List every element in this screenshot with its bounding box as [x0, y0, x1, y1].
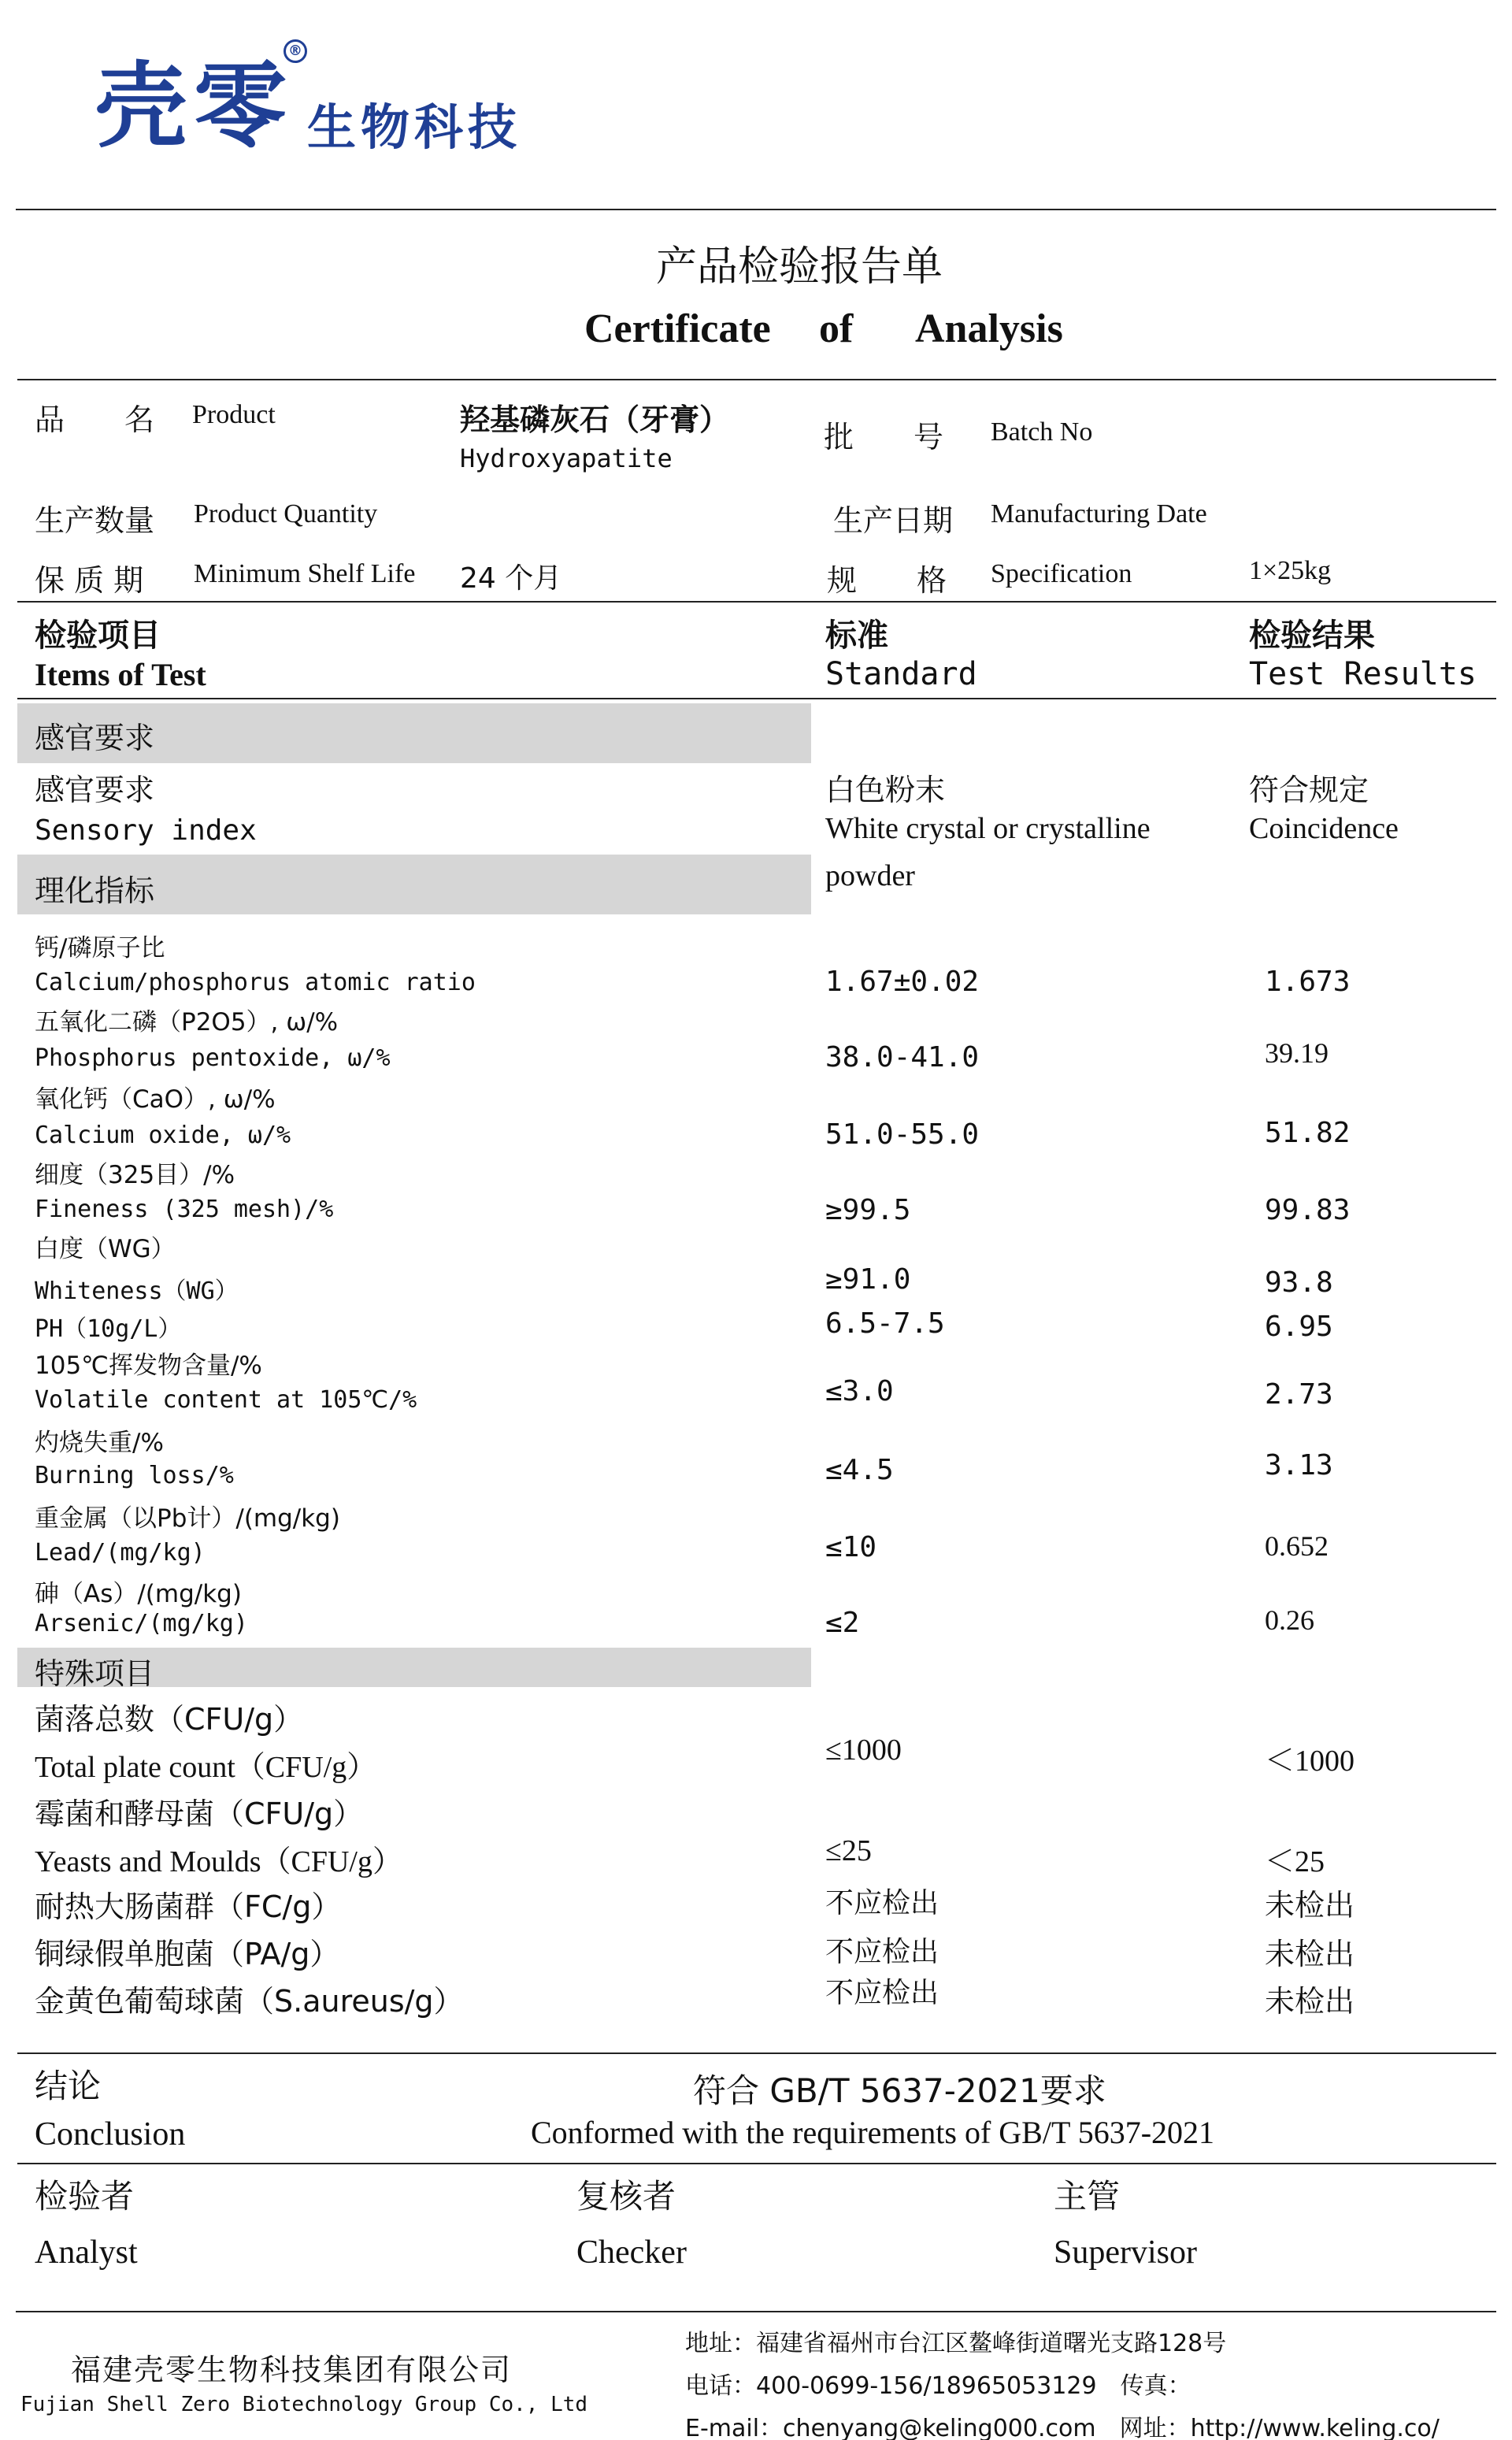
- physchem-row-7-result: 3.13: [1265, 1449, 1333, 1481]
- shelf-label-cn: 保 质 期: [35, 563, 144, 598]
- special-row-1-result: ＜25: [1265, 1845, 1325, 1878]
- col-result-en: Test Results: [1249, 656, 1477, 692]
- physchem-row-8-standard: ≤10: [825, 1531, 877, 1563]
- col-standard-en: Standard: [825, 656, 977, 692]
- special-row-4-result: 未检出: [1265, 1984, 1355, 2019]
- physchem-row-0-result: 1.673: [1265, 966, 1351, 998]
- physchem-row-1-standard: 38.0-41.0: [825, 1041, 980, 1074]
- special-row-0-result: ＜1000: [1265, 1745, 1355, 1778]
- physchem-row-8-name-en: Lead/(mg/kg): [35, 1539, 206, 1567]
- footer-company-en: Fujian Shell Zero Biotechnology Group Co., Ltd: [20, 2393, 588, 2416]
- special-row-0-name-en: Total plate count（CFU/g）: [35, 1751, 377, 1784]
- footer-company-cn: 福建壳零生物科技集团有限公司: [71, 2353, 513, 2387]
- special-row-1-name-cn: 霉菌和酵母菌（CFU/g）: [35, 1797, 364, 1831]
- physchem-row-0-name-en: Calcium/phosphorus atomic ratio: [35, 969, 476, 996]
- physchem-row-9-name-en: Arsenic/(mg/kg): [35, 1610, 248, 1637]
- physchem-row-7-standard: ≤4.5: [825, 1454, 894, 1486]
- footer-top-line: [16, 2311, 1496, 2312]
- conclusion-text-en: Conformed with the requirements of GB/T 5637-2021: [531, 2115, 1215, 2150]
- physchem-row-7-name-cn: 灼烧失重/%: [35, 1429, 164, 1457]
- col-item-en: Items of Test: [35, 657, 206, 692]
- spec-value: 1×25kg: [1249, 556, 1332, 585]
- physchem-row-7-name-en: Burning loss/%: [35, 1462, 234, 1489]
- physchem-row-5-name-en: PH（10g/L）: [35, 1315, 182, 1343]
- sensory-standard-cn: 白色粉末: [825, 773, 946, 807]
- sensory-result-cn: 符合规定: [1249, 773, 1369, 807]
- quantity-label-cn: 生产数量: [35, 503, 155, 538]
- physchem-row-3-name-en: Fineness (325 mesh)/%: [35, 1196, 334, 1223]
- analyst-label-en: Analyst: [35, 2234, 138, 2271]
- section-title-physchem: 理化指标: [35, 873, 155, 908]
- product-label-en: Product: [192, 400, 276, 429]
- physchem-row-9-result: 0.26: [1265, 1604, 1314, 1636]
- signatures-top-line: [17, 2163, 1496, 2164]
- special-row-4-standard: 不应检出: [825, 1977, 939, 2009]
- footer-contact: E-mail：chenyang@keling000.com 网址：http://www.keling.co/: [685, 2415, 1440, 2440]
- conclusion-label-en: Conclusion: [35, 2116, 186, 2153]
- physchem-row-4-name-en: Whiteness（WG）: [35, 1277, 239, 1305]
- physchem-row-6-name-en: Volatile content at 105℃/%: [35, 1386, 417, 1414]
- conclusion-top-line: [17, 2052, 1496, 2054]
- special-row-4-name: 金黄色葡萄球菌（S.aureus/g）: [35, 1984, 464, 2019]
- special-row-3-result: 未检出: [1265, 1937, 1355, 1971]
- physchem-row-8-result: 0.652: [1265, 1530, 1329, 1562]
- checker-label-cn: 复核者: [576, 2177, 676, 2216]
- info-top-line: [17, 379, 1496, 380]
- page-title-en-2: of: [819, 306, 854, 351]
- physchem-row-4-standard: ≥91.0: [825, 1263, 911, 1296]
- special-row-2-name: 耐热大肠菌群（FC/g）: [35, 1889, 342, 1924]
- page-title-en-3: Analysis: [915, 306, 1063, 351]
- physchem-row-5-result: 6.95: [1265, 1311, 1333, 1343]
- physchem-row-1-name-en: Phosphorus pentoxide, ω/%: [35, 1044, 391, 1072]
- physchem-row-6-result: 2.73: [1265, 1378, 1333, 1411]
- col-result-cn: 检验结果: [1249, 617, 1375, 654]
- footer-phone: 电话：400-0699-156/18965053129 传真：: [685, 2372, 1191, 2400]
- checker-label-en: Checker: [576, 2234, 687, 2271]
- physchem-row-6-standard: ≤3.0: [825, 1375, 894, 1407]
- physchem-row-3-standard: ≥99.5: [825, 1194, 911, 1226]
- physchem-row-3-name-cn: 细度（325目）/%: [35, 1161, 235, 1189]
- product-value-cn: 羟基磷灰石（牙膏）: [460, 402, 730, 437]
- product-value-en: Hydroxyapatite: [460, 443, 673, 473]
- physchem-row-4-name-cn: 白度（WG）: [35, 1235, 176, 1263]
- physchem-row-1-name-cn: 五氧化二磷（P2O5）, ω/%: [35, 1008, 339, 1036]
- batch-label-en: Batch No: [991, 417, 1093, 447]
- header-divider: [16, 209, 1496, 210]
- physchem-row-2-result: 51.82: [1265, 1117, 1351, 1149]
- page-title-en-1: Certificate: [584, 306, 771, 351]
- physchem-row-8-name-cn: 重金属（以Pb计）/(mg/kg): [35, 1504, 340, 1533]
- registered-mark-icon: ®: [284, 39, 307, 63]
- mfg-label-en: Manufacturing Date: [991, 499, 1207, 528]
- physchem-row-0-name-cn: 钙/磷原子比: [35, 934, 165, 962]
- footer-address: 地址：福建省福州市台江区鳌峰街道曙光支路128号: [685, 2330, 1227, 2357]
- special-row-3-name: 铜绿假单胞菌（PA/g）: [35, 1937, 340, 1971]
- conclusion-text-cn: 符合 GB/T 5637-2021要求: [693, 2071, 1106, 2110]
- supervisor-label-cn: 主管: [1054, 2177, 1121, 2216]
- spec-label-en: Specification: [991, 559, 1132, 588]
- section-title-special: 特殊项目: [35, 1656, 155, 1691]
- special-row-2-standard: 不应检出: [825, 1887, 939, 1919]
- product-label-cn: 品 名: [35, 402, 155, 437]
- col-standard-cn: 标准: [825, 617, 888, 654]
- analyst-label-cn: 检验者: [35, 2177, 135, 2216]
- sensory-result-en: Coincidence: [1249, 812, 1399, 845]
- spec-label-cn: 规 格: [827, 563, 947, 598]
- physchem-row-3-result: 99.83: [1265, 1194, 1351, 1226]
- special-row-0-name-cn: 菌落总数（CFU/g）: [35, 1702, 304, 1737]
- physchem-row-6-name-cn: 105℃挥发物含量/%: [35, 1352, 262, 1380]
- sensory-standard-en-1: White crystal or crystalline: [825, 812, 1151, 845]
- section-title-sensory: 感官要求: [35, 721, 155, 755]
- physchem-row-2-standard: 51.0-55.0: [825, 1118, 980, 1151]
- special-row-3-standard: 不应检出: [825, 1936, 939, 1968]
- physchem-row-0-standard: 1.67±0.02: [825, 966, 980, 998]
- conclusion-label-cn: 结论: [35, 2067, 102, 2105]
- physchem-row-2-name-cn: 氧化钙（CaO）, ω/%: [35, 1085, 276, 1114]
- shelf-value: 24 个月: [460, 562, 562, 595]
- shelf-label-en: Minimum Shelf Life: [194, 559, 416, 588]
- col-item-cn: 检验项目: [35, 617, 161, 654]
- columns-bottom-line: [17, 698, 1496, 699]
- logo-subtitle: 生物科技: [307, 98, 522, 156]
- special-row-0-standard: ≤1000: [825, 1734, 902, 1767]
- sensory-standard-en-2: powder: [825, 859, 915, 892]
- special-row-2-result: 未检出: [1265, 1888, 1355, 1923]
- physchem-row-1-result: 39.19: [1265, 1037, 1329, 1069]
- physchem-row-9-standard: ≤2: [825, 1607, 860, 1639]
- special-row-1-standard: ≤25: [825, 1834, 872, 1867]
- quantity-label-en: Product Quantity: [194, 499, 378, 528]
- mfg-label-cn: 生产日期: [833, 503, 954, 538]
- logo-brand: 壳零: [94, 52, 294, 161]
- physchem-row-9-name-cn: 砷（As）/(mg/kg): [35, 1580, 242, 1608]
- columns-top-line: [17, 601, 1496, 603]
- sensory-name-cn: 感官要求: [35, 773, 155, 807]
- physchem-row-5-standard: 6.5-7.5: [825, 1307, 945, 1340]
- physchem-row-4-result: 93.8: [1265, 1266, 1333, 1299]
- special-row-1-name-en: Yeasts and Moulds（CFU/g）: [35, 1845, 402, 1878]
- physchem-row-2-name-en: Calcium oxide, ω/%: [35, 1122, 291, 1149]
- batch-label-cn: 批 号: [824, 420, 944, 454]
- page-title-cn: 产品检验报告单: [655, 243, 943, 291]
- sensory-name-en: Sensory index: [35, 814, 257, 847]
- supervisor-label-en: Supervisor: [1054, 2234, 1197, 2271]
